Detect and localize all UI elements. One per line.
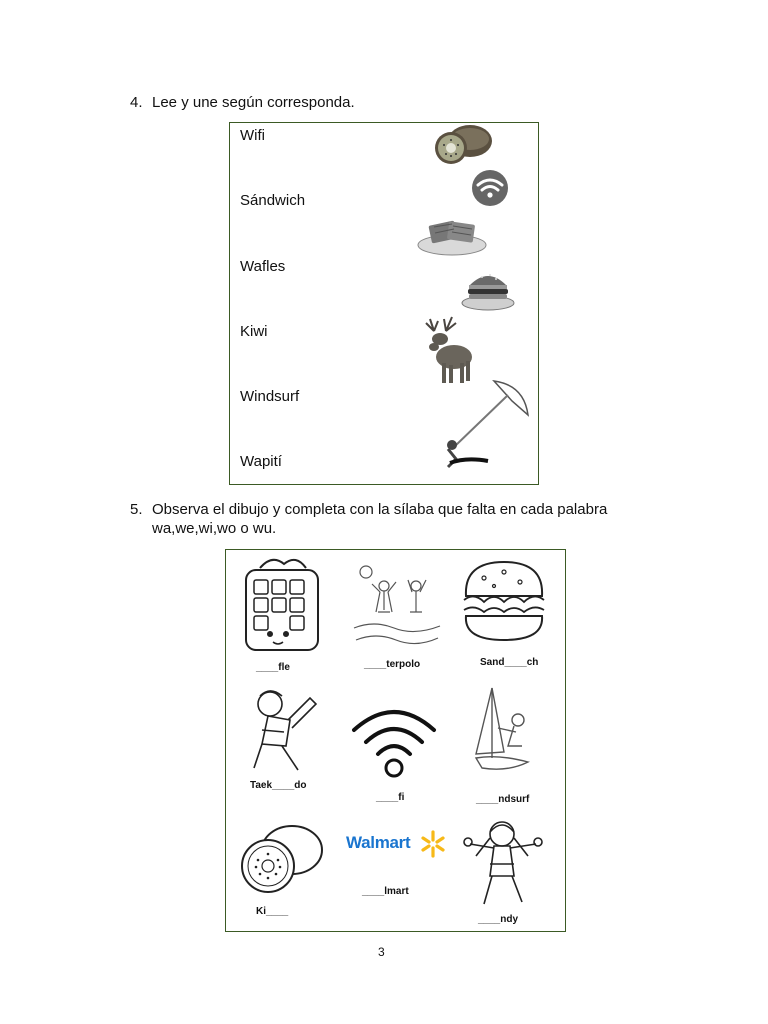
label-sandwich: Sand____ch xyxy=(480,657,539,668)
walmart-spark-icon xyxy=(420,830,446,858)
waffle-character-icon xyxy=(240,554,326,658)
sandwich-icon xyxy=(458,556,550,648)
question-5-instruction-line1: Observa el dibujo y completa con la sílaba que falta en cada palabra xyxy=(152,501,608,518)
question-5-instruction-line2: wa,we,wi,wo o wu. xyxy=(152,520,277,537)
page-number: 3 xyxy=(378,945,385,959)
sandwich-burger-icon xyxy=(460,267,516,311)
taekwondo-boy-icon xyxy=(246,686,320,776)
label-karate: ____ndy xyxy=(478,914,519,925)
question-5 xyxy=(130,500,650,540)
word-wifi: Wifi xyxy=(240,127,265,144)
question-4-number: 4. xyxy=(130,94,143,111)
waffles-plate-icon xyxy=(416,215,488,257)
label-waterpolo: ____terpolo xyxy=(364,659,421,670)
walmart-logo-text: Walmart xyxy=(346,833,411,852)
syllable-box xyxy=(225,549,566,932)
kiwi-fruit-icon-2 xyxy=(238,820,326,898)
label-kiwi: Ki____ xyxy=(256,906,289,917)
label-waffle: ____fle xyxy=(256,662,290,673)
windsurfer-kite-icon xyxy=(436,375,532,475)
word-kiwi: Kiwi xyxy=(240,323,268,340)
question-4 xyxy=(130,93,530,113)
label-walmart: ____lmart xyxy=(362,886,409,897)
word-wafles: Wafles xyxy=(240,258,286,275)
wifi-symbol-icon xyxy=(471,169,509,207)
wifi-icon xyxy=(348,700,440,780)
label-wifi: ____fi xyxy=(376,792,405,803)
word-wapiti: Wapití xyxy=(240,453,282,470)
word-sandwich: Sándwich xyxy=(240,192,306,209)
walmart-logo-icon xyxy=(346,830,446,860)
windsurf-board-icon xyxy=(468,684,540,780)
match-box xyxy=(229,122,539,485)
question-5-number: 5. xyxy=(130,501,143,518)
label-windsurf: ____ndsurf xyxy=(476,794,530,805)
karate-girl-icon xyxy=(462,816,544,912)
question-4-instruction: Lee y une según corresponda. xyxy=(152,94,355,111)
word-windsurf: Windsurf xyxy=(240,388,300,405)
label-taekwondo: Taek____do xyxy=(250,780,307,791)
water-polo-players-icon xyxy=(350,562,444,650)
kiwi-fruit-icon xyxy=(428,123,498,167)
